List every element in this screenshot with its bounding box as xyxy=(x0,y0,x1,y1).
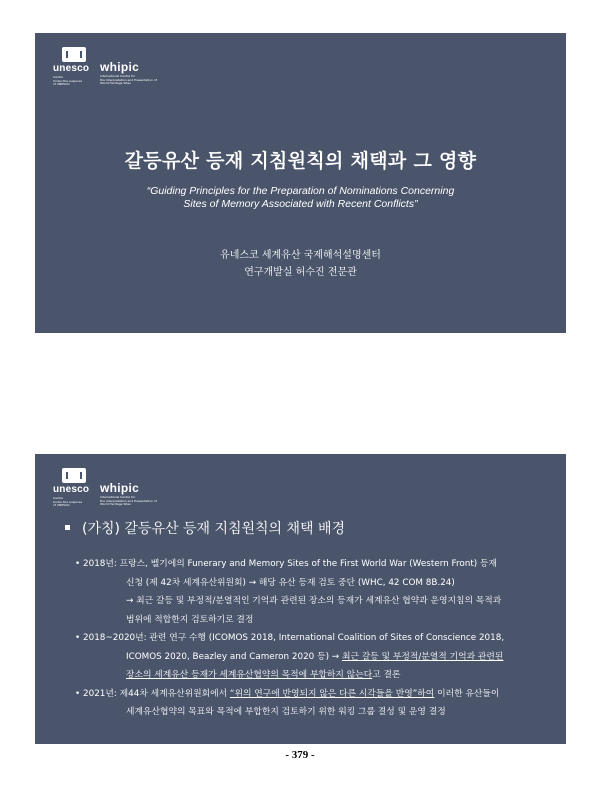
whipic-sub-text: International Centre for the Interpretation and Presentation of World Heritage Sites xyxy=(100,495,157,506)
square-bullet-icon xyxy=(65,525,70,530)
bullet-line: 신청 (제 42차 세계유산위원회) → 해당 유산 등재 검토 중단 (WHC, 42 COM 8B.24) xyxy=(126,577,455,588)
underlined-text: 최근 갈등 및 부정적/분열적 기억과 관련된 xyxy=(341,651,504,662)
slide-title: 갈등유산 등재 지침원칙의 채택과 그 영향 xyxy=(124,150,477,172)
bullet-item-2018 xyxy=(75,555,563,629)
subtitle-line-2: Sites of Memory Associated with Recent Conflicts” xyxy=(183,198,418,210)
slide-subtitle xyxy=(35,185,566,211)
bullet-dot-icon: • xyxy=(75,688,81,699)
whipic-sub-text: International Centre for the Interpretation and Presentation of World Heritage Sites xyxy=(100,74,157,85)
unesco-whipic-logo xyxy=(53,468,173,508)
bullet-dot-icon: • xyxy=(75,633,81,643)
bullet-line xyxy=(83,648,563,667)
title-slide xyxy=(35,33,566,333)
underlined-text: 장소의 세계유산 등재가 세계유산협약의 목적에 부합하지 않는다 xyxy=(126,670,373,680)
organization-name: 유네스코 세계유산 국제해석설명센터 xyxy=(220,250,381,261)
bullet-text: 2021년: 제44차 세계유산위원회에서 xyxy=(83,688,230,699)
bullet-line: → 최근 갈등 및 부정적/분열적인 기억과 관련된 장소의 등재가 세계유산 협약과 운영지침의 목적과 xyxy=(126,596,502,606)
unesco-sub-text: Centre Under the auspices of UNESCO xyxy=(53,496,83,507)
presenter-info xyxy=(35,247,566,281)
unesco-temple-icon xyxy=(62,468,86,483)
bullet-line: 2018년: 프랑스, 벨기에의 Funerary and Memory Sites of the First World War (Western Front) 등재 xyxy=(83,559,498,569)
section-heading xyxy=(65,518,345,538)
bullet-item-2018-2020 xyxy=(75,629,563,685)
bullet-line: 범위에 적합한지 검토하기로 결정 xyxy=(126,614,254,625)
bullet-line: 세계유산협약의 목표와 목적에 부합한지 검토하기 위한 워킹 그룹 결성 및 운영 결정 xyxy=(126,707,446,717)
bullet-text: 이러한 유산들이 xyxy=(434,688,500,699)
whipic-wordmark: whipic xyxy=(100,481,140,495)
page-number: - 379 - xyxy=(285,749,315,761)
unesco-sub-text: Centre Under the auspices of UNESCO xyxy=(53,75,83,86)
unesco-whipic-logo xyxy=(53,47,173,87)
bullet-dot-icon: • xyxy=(75,559,81,569)
presenter-name: 연구개발실 허수진 전문관 xyxy=(244,267,357,278)
whipic-wordmark: whipic xyxy=(100,60,140,74)
bullet-list xyxy=(75,555,563,722)
section-heading-text: (가칭) 갈등유산 등재 지침원칙의 채택 배경 xyxy=(82,521,346,537)
bullet-line: 2018~2020년: 관련 연구 수행 (ICOMOS 2018, International Coalition of Sites of Conscience 2018, xyxy=(83,633,505,643)
bullet-line xyxy=(83,685,563,704)
bullet-text: ICOMOS 2020, Beazley and Cameron 2020 등) → xyxy=(126,651,342,662)
unesco-wordmark: unesco xyxy=(53,484,90,495)
content-slide xyxy=(35,454,566,744)
unesco-temple-icon xyxy=(62,47,86,62)
bullet-line xyxy=(83,666,563,685)
unesco-wordmark: unesco xyxy=(53,63,90,74)
bullet-text: 고 결론 xyxy=(372,670,401,680)
underlined-text: “위의 연구에 반영되지 않은 다른 시각들을 반영”하여 xyxy=(229,688,435,699)
bullet-item-2021 xyxy=(75,685,563,722)
subtitle-line-1: “Guiding Principles for the Preparation of Nominations Concerning xyxy=(146,185,455,197)
